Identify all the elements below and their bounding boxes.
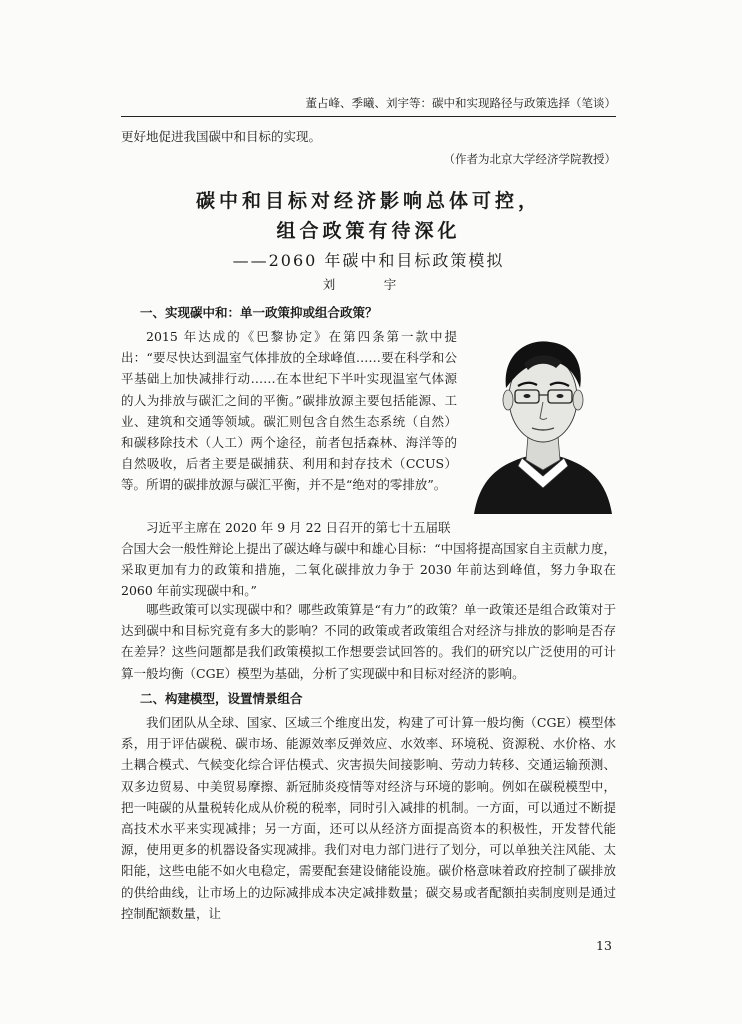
section1-heading: 一、实现碳中和：单一政策抑或组合政策？ [140, 305, 378, 320]
article-title-line2: 组合政策有待深化 [276, 220, 461, 242]
left-ear [503, 390, 513, 410]
section1-paragraph2a: 习近平主席在 2020 年 9 月 22 日召开的第七十五届联 [146, 520, 451, 535]
author-photo [470, 318, 616, 514]
article-subtitle: ——2060 年碳中和目标政策模拟 [232, 251, 505, 270]
left-eye [524, 394, 531, 398]
section1-paragraph1: 2015 年达成的《巴黎协定》在第四条第一款中提出：“要尽快达到温室气体排放的全球峰值……要在科学和公平基础上加快减排行动……在本世纪下半叶实现温室气体源的人为排放与碳汇之间的平衡。”碳排放源主要包括能源、工业、建筑和交通等领域。碳汇则包含自然生态系统（自然）和碳移除技术（人工）两个途径，前者包括森林、海洋等的自然吸收，后者主要是碳捕获、利用和封存技术（CCUS）等。所谓的碳排放源与碳汇平衡，并不是“绝对的零排放”。 [121, 329, 457, 493]
article-title-line1: 碳中和目标对经济影响总体可控， [195, 190, 541, 212]
author-portrait-illustration [470, 318, 616, 514]
section2-heading: 二、构建模型，设置情景组合 [140, 691, 303, 706]
section1-paragraph2b: 合国大会一般性辩论上提出了碳达峰与碳中和雄心目标：“中国将提高国家自主贡献力度，采取更加有力的政策和措施，二氧化碳排放力争于 2030 年前达到峰值，努力争取在 2060 年前实现碳中和。” [121, 541, 616, 599]
author-note: （作者为北京大学经济学院教授） [443, 152, 616, 166]
section1-paragraph3: 哪些政策可以实现碳中和？哪些政策算是“有力”的政策？单一政策还是组合政策对于达到碳中和目标究竟有多大的影响？不同的政策或者政策组合对经济与排放的影响是否存在差异？这些问题都是我们政策模拟工作想要尝试回答的。我们的研究以广泛使用的可计算一般均衡（CGE）模型为基础，分析了实现碳中和目标对经济的影响。 [121, 602, 616, 681]
running-header: 董占峰、季曦、刘宇等：碳中和实现路径与政策选择（笔谈） [305, 96, 616, 110]
page-number: 13 [596, 938, 612, 953]
header-rule [121, 116, 616, 117]
section2-paragraph1: 我们团队从全球、国家、区域三个维度出发，构建了可计算一般均衡（CGE）模型体系，用于评估碳税、碳市场、能源效率反弹效应、水效率、环境税、资源税、水价格、水土耦合模式、气候变化综合评估模式、灾害损失间接影响、劳动力转移、交通运输预测、双多边贸易、中美贸易摩擦、新冠肺炎疫情等对经济与环境的影响。例如在碳税模型中，把一吨碳的从量税转化成从价税的税率，同时引入减排的机制。一方面，可以通过不断提高技术水平来实现减排；另一方面，还可以从经济方面提高资本的积极性，开发替代能源，使用更多的机器设备实现减排。我们对电力部门进行了划分，可以单独关注风能、太阳能，这些电能不如火电稳定，需要配套建设储能设施。碳价格意味着政府控制了碳排放的供给曲线，让市场上的边际减排成本决定减排数量；碳交易或者配额拍卖制度则是通过控制配额数量，让 [121, 715, 616, 921]
article-author: 刘 宇 [322, 277, 415, 292]
right-eye [557, 394, 564, 398]
intro-paragraph: 更好地促进我国碳中和目标的实现。 [121, 129, 322, 144]
right-ear [573, 390, 583, 410]
